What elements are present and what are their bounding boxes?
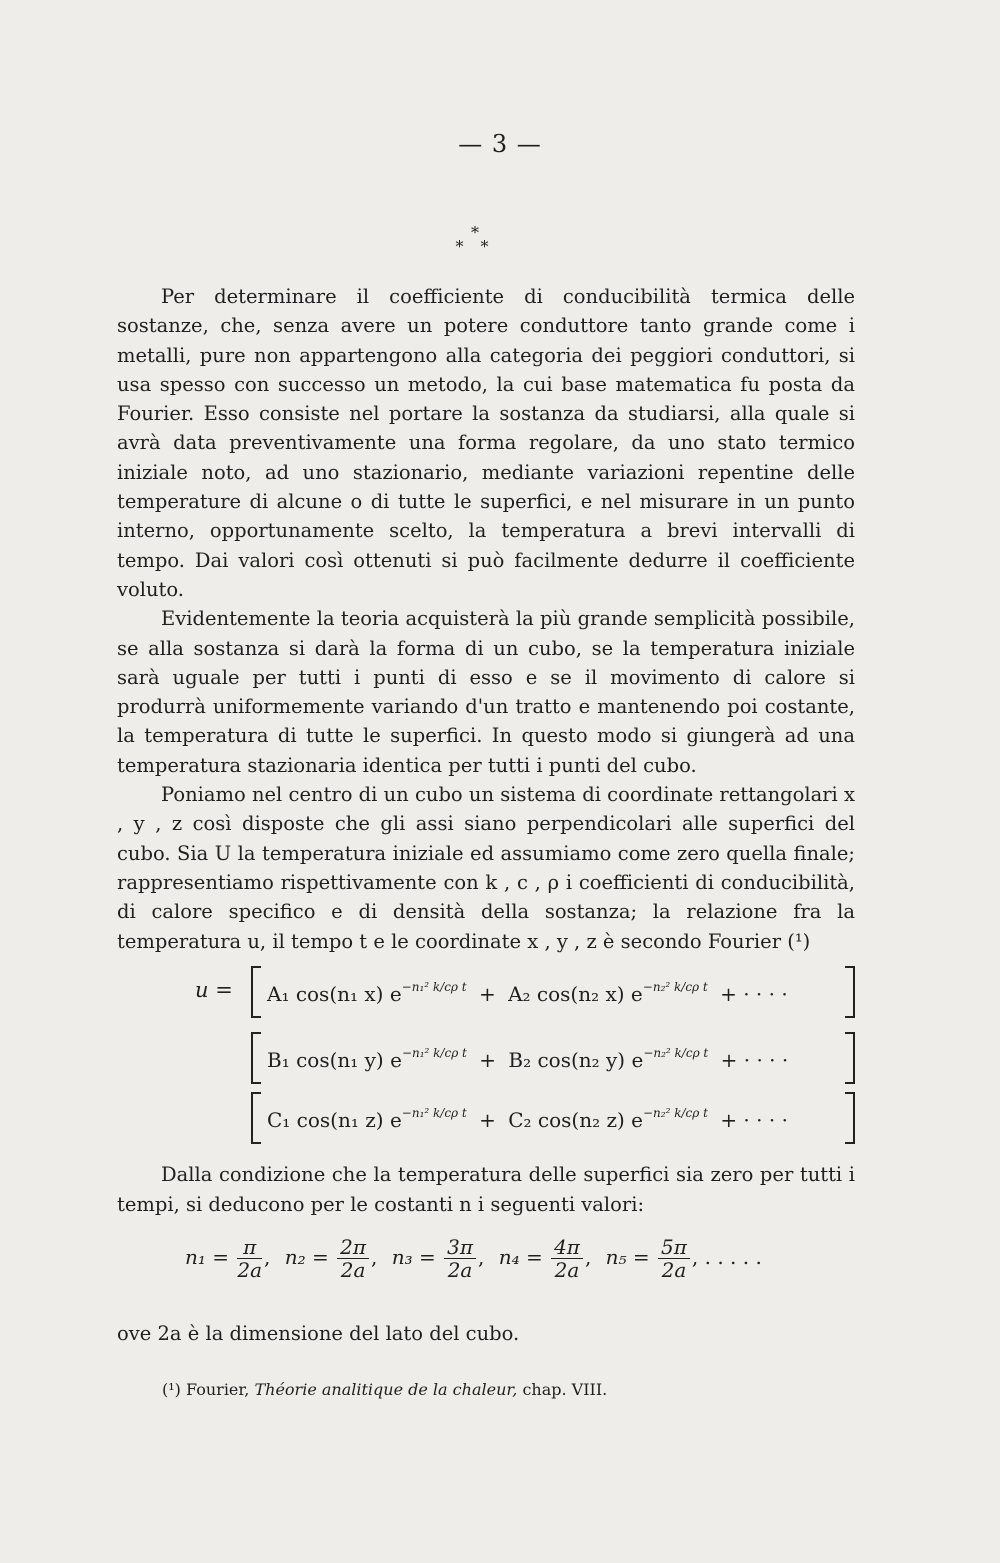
numerator: 5π [658,1236,690,1259]
n-value-5 [606,1236,762,1281]
term-1: C₁ cos(n₁ z) e [267,1108,402,1132]
fraction [444,1236,476,1281]
term-1: A₁ cos(n₁ x) e [267,982,402,1006]
denominator: 2a [554,1258,580,1282]
n-lhs: n₅ = [605,1245,650,1269]
separator: , [477,1245,485,1269]
paragraph-3: Poniamo nel centro di un cubo un sistema di coordinate rettangolari x , y , z così disposte che gli assi siano perpendicolari alle superfici del cubo. Sia U la temperatura iniziale ed assumiamo come zero quella finale; rappresentiamo rispettivamente con k , c , ρ i coefficienti di conducibilità, di calore specifico e di densità della sostanza; la relazione fra la temperatura u, il tempo t e le coordinate x , y , z è secondo Fourier (¹) [117,783,855,953]
bracket-right [845,966,855,1018]
denominator: 2a [340,1258,366,1282]
bracket-right [845,1032,855,1084]
footnote-title: Théorie analitique de la chaleur, [254,1380,518,1399]
n-value-4 [499,1236,592,1281]
formula-content [267,980,794,1006]
asterism-separator [455,223,495,256]
formula-content [267,1046,794,1072]
paragraph-1: Per determinare il coefficiente di conducibilità termica delle sostanze, che, senza avere un potere conduttore tanto grande come i metalli, pure non appartengono alla categoria dei peggiori conduttori, si usa spesso con successo un metodo, la cui base matematica fu posta da Fourier. Esso consiste nel portare la sostanza da studiarsi, alla quale si avrà data preventivamente una forma regolare, da uno stato termico iniziale noto, ad uno stazionario, mediante variazioni repentine delle temperature di alcune o di tutte le superfici, e nel misurare in un punto interno, opportunamente scelto, la temperatura a brevi intervalli di tempo. Dai valori così ottenuti si può facilmente dedurre il coefficiente voluto. [117,285,855,601]
bracket-left [251,966,261,1018]
term-1: B₁ cos(n₁ y) e [267,1048,402,1072]
denominator: 2a [447,1258,473,1282]
denominator: 2a [661,1258,687,1282]
n-lhs: n₄ = [498,1245,543,1269]
bracket-left [251,1092,261,1144]
exponent-2: −n₂² k/cρ t [643,1046,709,1060]
numerator: π [237,1236,262,1259]
fraction [237,1236,262,1281]
n-value-3 [392,1236,485,1281]
plus-sign: + [479,1048,497,1072]
fraction [658,1236,690,1281]
formula-row-z [195,1092,855,1144]
footnote [162,1380,607,1399]
plus-sign: + [478,982,496,1006]
series-tail: + · · · · [720,982,788,1006]
formula-content [267,1106,794,1132]
paragraph-4: Dalla condizione che la temperatura delle superfici sia zero per tutti i tempi, si deducono per le costanti n i seguenti valori: [117,1163,855,1216]
separator: , [584,1245,592,1269]
asterism-bottom: * * [455,237,495,256]
footnote-author: Fourier, [186,1380,250,1399]
n-value-2 [285,1236,378,1281]
n-lhs: n₃ = [391,1245,436,1269]
fraction [551,1236,583,1281]
term-2: A₂ cos(n₂ x) e [508,982,643,1006]
numerator: 2π [337,1236,369,1259]
asterism-top: * [471,223,479,242]
series-tail: + · · · · [720,1108,788,1132]
denominator: 2a [237,1258,263,1282]
exponent-2: −n₂² k/cρ t [643,1106,708,1120]
exponent-1: −n₁² k/cρ t [401,980,467,994]
exponent-1: −n₁² k/cρ t [401,1046,467,1060]
exponent-1: −n₁² k/cρ t [401,1106,467,1120]
separator: , [371,1245,378,1269]
term-2: B₂ cos(n₂ y) e [508,1048,644,1072]
exponent-2: −n₂² k/cρ t [642,980,708,994]
body-text [117,282,855,956]
formula-row-y [195,1032,855,1084]
n-values-equation [185,1236,865,1292]
n-lhs: n₂ = [284,1245,329,1269]
numerator: 3π [444,1236,476,1259]
term-2: C₂ cos(n₂ z) e [508,1108,643,1132]
n-value-1 [185,1236,270,1281]
closing-line: ove 2a è la dimensione del lato del cubo. [117,1322,520,1345]
separator: , . . . . . [691,1245,762,1269]
footnote-mark: (¹) [162,1380,181,1399]
page-number: — 3 — [458,130,542,158]
paragraph-2: Evidentemente la teoria acquisterà la più grande semplicità possibile, se alla sostanza si darà la forma di un cubo, se la temperatura iniziale sarà uguale per tutti i punti di esso e se il movimento di calore si produrrà uniformemente variando d'un tratto e mantenendo poi costante, la temperatura di tutte le superfici. In questo modo si giungerà ad una temperatura stazionaria identica per tutti i punti del cubo. [117,607,855,777]
bracket-right [845,1092,855,1144]
formula-lhs: u = [195,978,233,1002]
fraction [337,1236,369,1281]
plus-sign: + [479,1108,496,1132]
series-tail: + · · · · [720,1048,789,1072]
n-lhs: n₁ = [185,1245,230,1269]
separator: , [264,1245,271,1269]
values-intro [117,1160,855,1220]
footnote-chapter: chap. VIII. [522,1380,608,1399]
formula-row-x [195,966,855,1018]
bracket-left [251,1032,261,1084]
numerator: 4π [551,1236,583,1259]
